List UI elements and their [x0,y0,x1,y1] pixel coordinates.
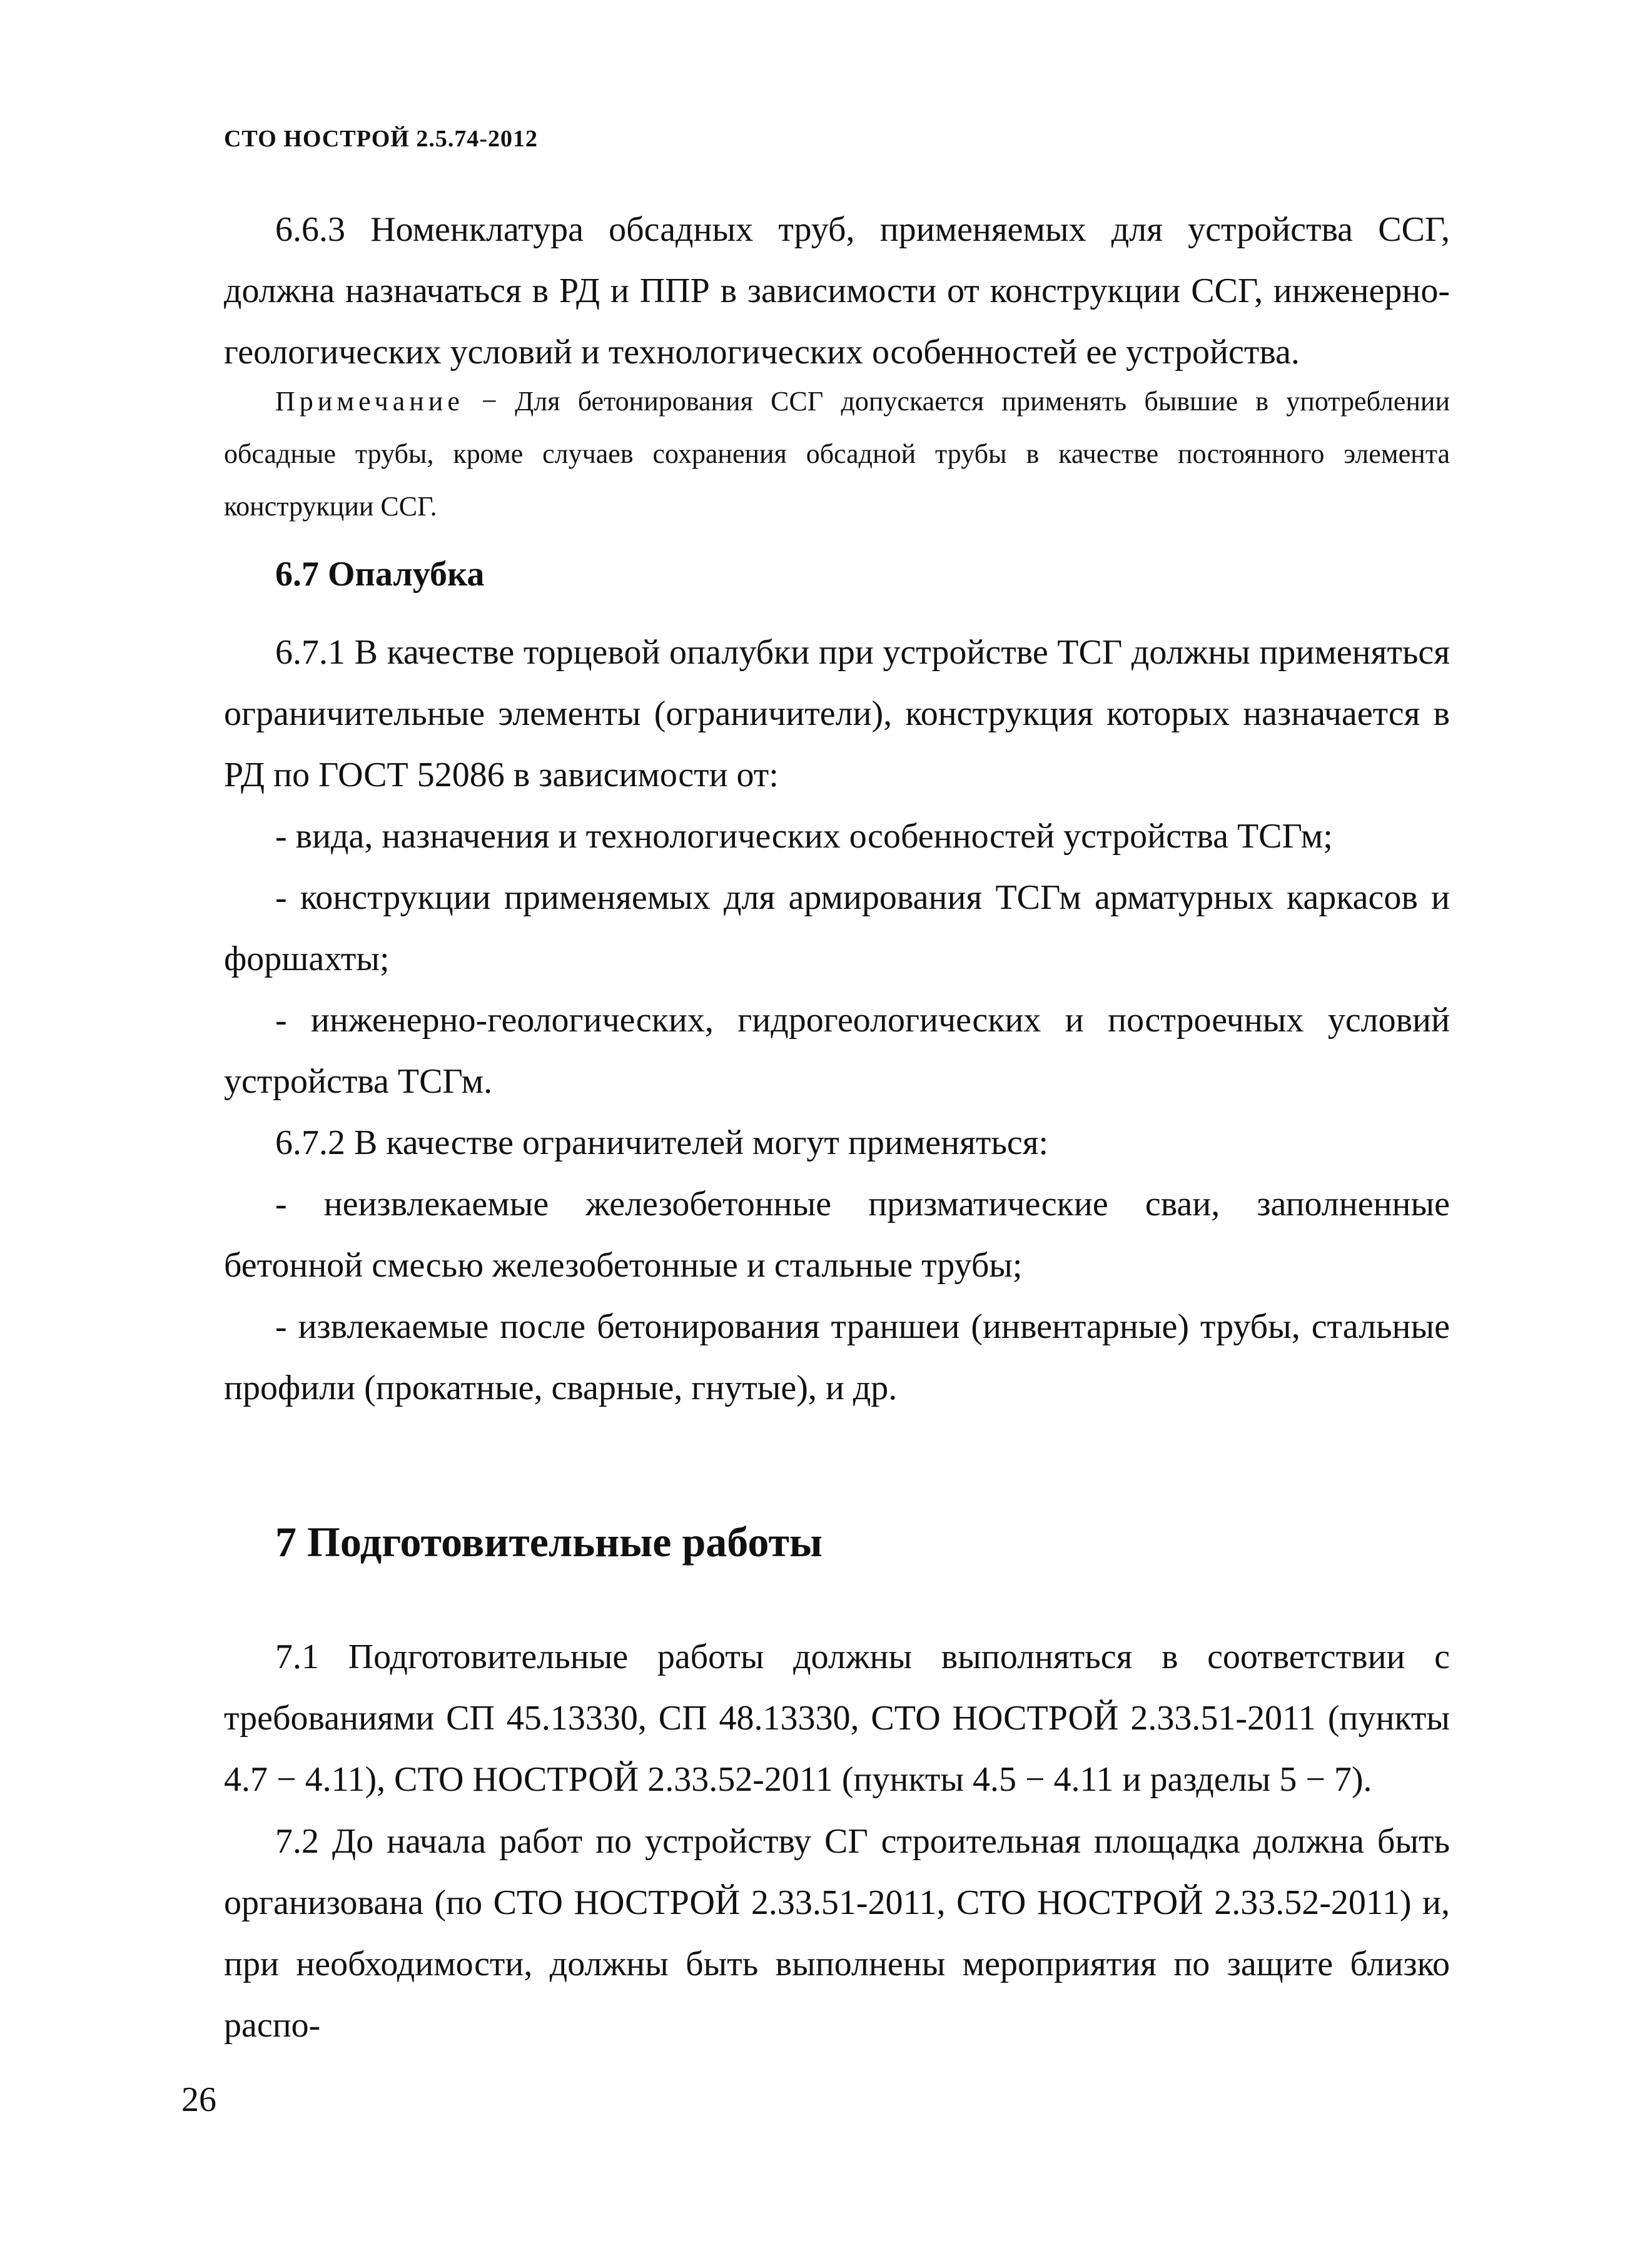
note-block [224,375,1450,533]
paragraph-7-1: 7.1 Подготовительные работы должны выполняться в соответствии с требованиями СП 45.13330, СП 48.13330, СТО НОСТРОЙ 2.33.51-2011 (пункты 4.7 − 4.11), СТО НОСТРОЙ 2.33.52-2011 (пункты 4.5 − 4.11 и разделы 5 − 7). [224,1638,1450,1799]
note-text: − Для бетонирования ССГ допускается применять бывшие в употреблении обсадные трубы, кроме случаев сохранения обсадной трубы в качестве постоянного элемента конструкции ССГ. [224,386,1450,522]
list-item: - извлекаемые после бетонирования траншеи (инвентарные) трубы, стальные профили (прокатные, сварные, гнутые), и др. [224,1307,1450,1407]
list-item: - неизвлекаемые железобетонные призматические сваи, заполненные бетонной смесью железобетонные и стальные трубы; [224,1185,1450,1285]
document-header: СТО НОСТРОЙ 2.5.74-2012 [224,126,538,152]
section-heading-6-7: 6.7 Опалубка [275,555,485,594]
list-item: - вида, назначения и технологических особенностей устройства ТСГм; [275,817,1333,856]
list-item: - инженерно-геологических, гидрогеологических и построечных условий устройства ТСГм. [224,1001,1450,1101]
paragraph-6-6-3: 6.6.3 Номенклатура обсадных труб, применяемых для устройства ССГ, должна назначаться в РД и ППР в зависимости от конструкции ССГ, инженерно-геологических условий и технологических особенностей ее устройства. [224,210,1450,372]
list-item: - конструкции применяемых для армирования ТСГм арматурных каркасов и форшахты; [224,878,1450,978]
section-heading-7: 7 Подготовительные работы [275,1518,823,1566]
paragraph-6-7-2: 6.7.2 В качестве ограничителей могут применяться: [275,1123,1049,1162]
note-label: Примечание [275,386,464,417]
paragraph-7-2: 7.2 До начала работ по устройству СГ строительная площадка должна быть организована (по СТО НОСТРОЙ 2.33.51-2011, СТО НОСТРОЙ 2.33.52-2011) и, при необходимости, должны быть выполнены мероприятия по защите близко распо- [224,1822,1450,2045]
page-number: 26 [181,2080,216,2119]
paragraph-6-7-1: 6.7.1 В качестве торцевой опалубки при устройстве ТСГ должны применяться ограничительные элементы (ограничители), конструкция которых назначается в РД по ГОСТ 52086 в зависимости от: [224,633,1450,794]
